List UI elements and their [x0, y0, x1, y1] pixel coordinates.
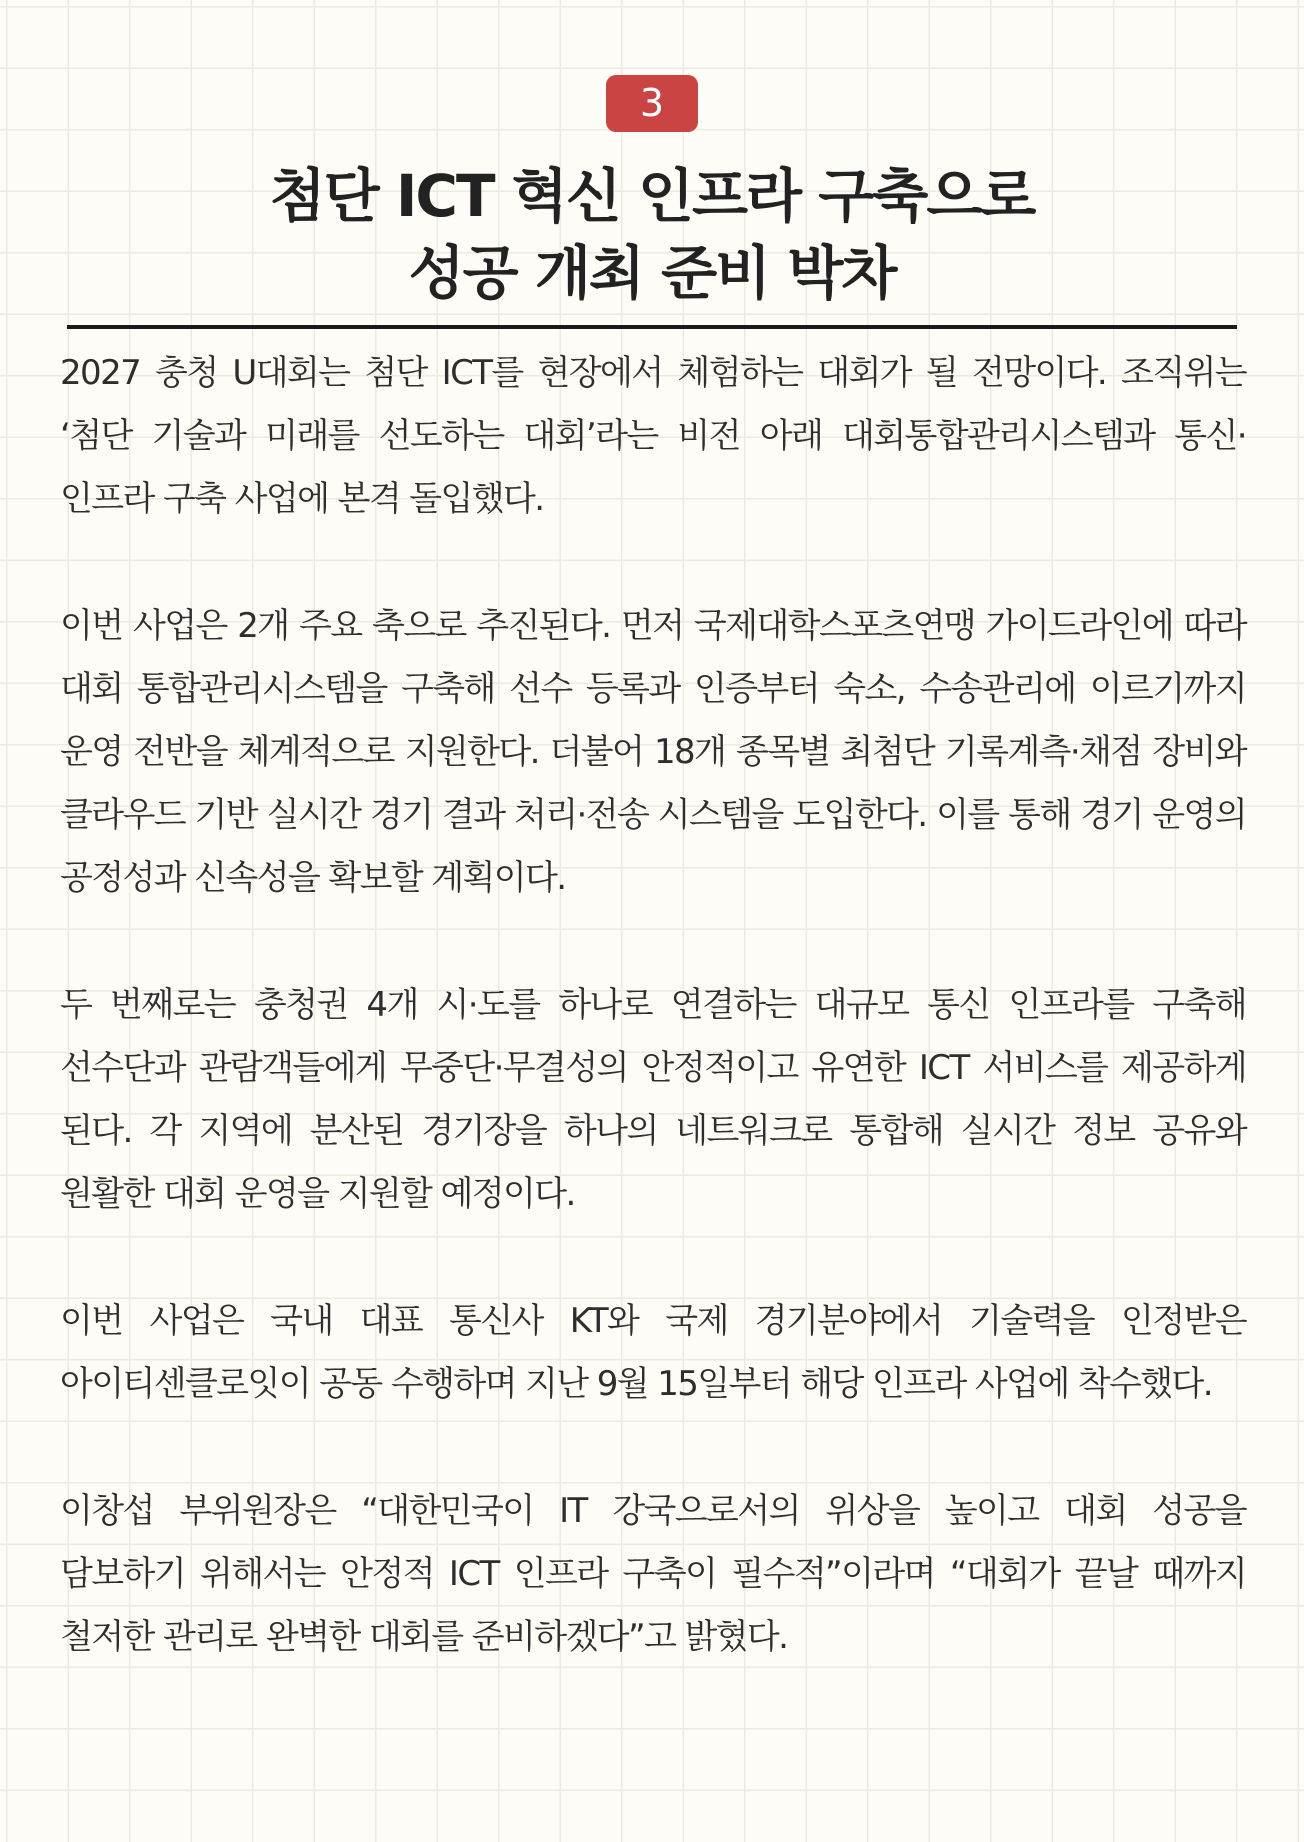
paragraph-management-system: 이번 사업은 2개 주요 축으로 추진된다. 먼저 국제대학스포츠연맹 가이드라인에 따라 대회 통합관리시스템을 구축해 선수 등록과 인증부터 숙소, 수송관리에 이르기까지 운영 전반을 체계적으로 지원한다. 더불어 18개 종목별 최첨단 기록계측·채점 장비와 클라우드 기반 실시간 경기 결과 처리·전송 시스템을 도입한다. 이를 통해 경기 운영의 공정성과 신속성을 확보할 계획이다. [60, 606, 1246, 898]
article-title-line-2: 성공 개최 준비 박차 [408, 239, 896, 307]
article-body [60, 342, 1246, 1733]
paragraph-network-infrastructure: 두 번째로는 충청권 4개 시·도를 하나로 연결하는 대규모 통신 인프라를 구축해 선수단과 관람객들에게 무중단·무결성의 안정적이고 유연한 ICT 서비스를 제공하게 된다. 각 지역에 분산된 경기장을 하나의 네트워크로 통합해 실시간 정보 공유와 원활한 대회 운영을 지원할 예정이다. [60, 985, 1246, 1214]
article-title [0, 158, 1304, 312]
paragraph-contractors: 이번 사업은 국내 대표 통신사 KT와 국제 경기분야에서 기술력을 인정받은 아이티센클로잇이 공동 수행하며 지난 9월 15일부터 해당 인프라 사업에 착수했다. [60, 1301, 1246, 1404]
paragraph-intro: 2027 충청 U대회는 첨단 ICT를 현장에서 체험하는 대회가 될 전망이다. 조직위는 ‘첨단 기술과 미래를 선도하는 대회’라는 비전 아래 대회통합관리시스템과 통신·인프라 구축 사업에 본격 돌입했다. [60, 353, 1246, 519]
title-divider [67, 325, 1237, 329]
article-title-line-1: 첨단 ICT 혁신 인프라 구축으로 [269, 162, 1035, 230]
section-number-badge: 3 [606, 75, 698, 132]
paragraph-quote: 이창섭 부위원장은 “대한민국이 IT 강국으로서의 위상을 높이고 대회 성공을 담보하기 위해서는 안정적 ICT 인프라 구축이 필수적”이라며 “대회가 끝날 때까지 철저한 관리로 완벽한 대회를 준비하겠다”고 밝혔다. [60, 1491, 1246, 1657]
